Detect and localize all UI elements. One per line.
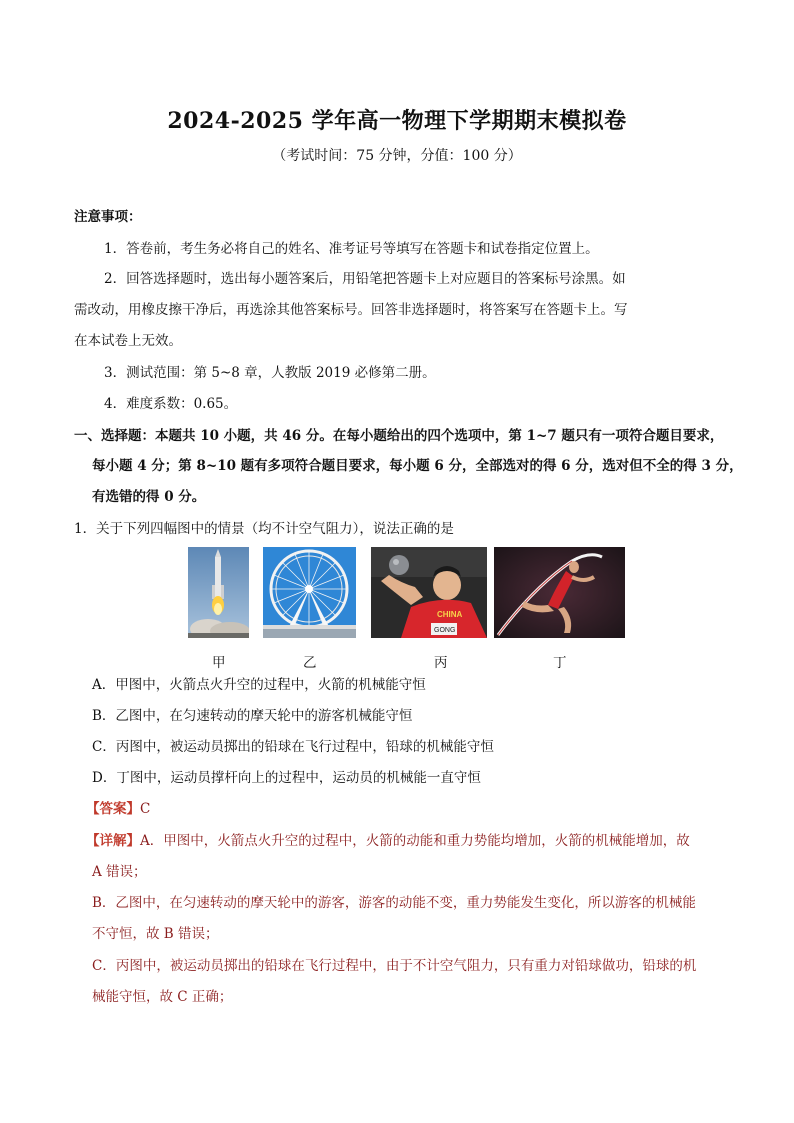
notice-item: 2．回答选择题时，选出每小题答案后，用铅笔把答题卡上对应题目的答案标号涂黑。如 — [104, 271, 626, 287]
option-b: B．乙图中，在匀速转动的摩天轮中的游客机械能守恒 — [92, 708, 413, 724]
notice-item: 需改动，用橡皮擦干净后，再选涂其他答案标号。回答非选择题时，将答案写在答题卡上。写 — [74, 302, 628, 318]
detail-text: 不守恒，故 B 错误； — [92, 926, 219, 942]
rocket-image — [188, 547, 249, 638]
answer-value: C — [140, 801, 151, 817]
answer-label: 【答案】 — [86, 801, 140, 817]
image-caption-ding: 丁 — [553, 655, 567, 671]
option-c: C．丙图中，被运动员掷出的铅球在飞行过程中，铅球的机械能守恒 — [92, 739, 494, 755]
ferris-wheel-image — [263, 547, 356, 638]
section-heading: 一、选择题：本题共 10 小题，共 46 分。在每小题给出的四个选项中，第 1~7 题只有一项符合题目要求， — [74, 428, 724, 444]
notice-item: 1．答卷前，考生务必将自己的姓名、准考证号等填写在答题卡和试卷指定位置上。 — [104, 241, 599, 257]
notice-item: 4．难度系数：0.65。 — [104, 396, 238, 412]
section-text: 每小题 4 分；第 8~10 题有多项符合题目要求，每小题 6 分，全部选对的得 6 分，选对但不全的得 3 分， — [92, 458, 743, 474]
shirt-text: CHINA — [437, 610, 463, 619]
shot-put-image — [371, 547, 487, 638]
page-title: 2024-2025 学年高一物理下学期期末模拟卷 — [167, 108, 627, 134]
answer-line — [86, 800, 150, 818]
detail-text: 械能守恒，故 C 正确； — [92, 989, 233, 1005]
question-stem: 1．关于下列四幅图中的情景（均不计空气阻力），说法正确的是 — [74, 521, 454, 537]
image-caption-yi: 乙 — [303, 655, 317, 671]
detail-text: B．乙图中，在匀速转动的摩天轮中的游客，游客的动能不变，重力势能发生变化，所以游客的机械能 — [92, 895, 696, 911]
image-caption-bing: 丙 — [434, 655, 448, 671]
detail-label: 【详解】 — [86, 833, 140, 849]
notice-heading: 注意事项： — [74, 209, 142, 225]
page-subtitle: （考试时间：75 分钟，分值：100 分） — [272, 148, 522, 164]
detail-text: A 错误； — [92, 864, 147, 880]
pole-vault-image — [494, 547, 625, 638]
image-caption-jia: 甲 — [212, 655, 226, 671]
bib-text: GONG — [434, 627, 456, 634]
notice-item: 在本试卷上无效。 — [74, 333, 182, 349]
notice-item: 3．测试范围：第 5~8 章，人教版 2019 必修第二册。 — [104, 365, 436, 381]
option-d: D．丁图中，运动员撑杆向上的过程中，运动员的机械能一直守恒 — [92, 770, 481, 786]
detail-line — [86, 832, 690, 850]
detail-text: A．甲图中，火箭点火升空的过程中，火箭的动能和重力势能均增加，火箭的机械能增加，故 — [140, 833, 690, 849]
option-a: A．甲图中，火箭点火升空的过程中，火箭的机械能守恒 — [92, 677, 426, 693]
detail-text: C．丙图中，被运动员掷出的铅球在飞行过程中，由于不计空气阻力，只有重力对铅球做功，铅球的机 — [92, 958, 697, 974]
section-text: 有选错的得 0 分。 — [92, 489, 206, 505]
